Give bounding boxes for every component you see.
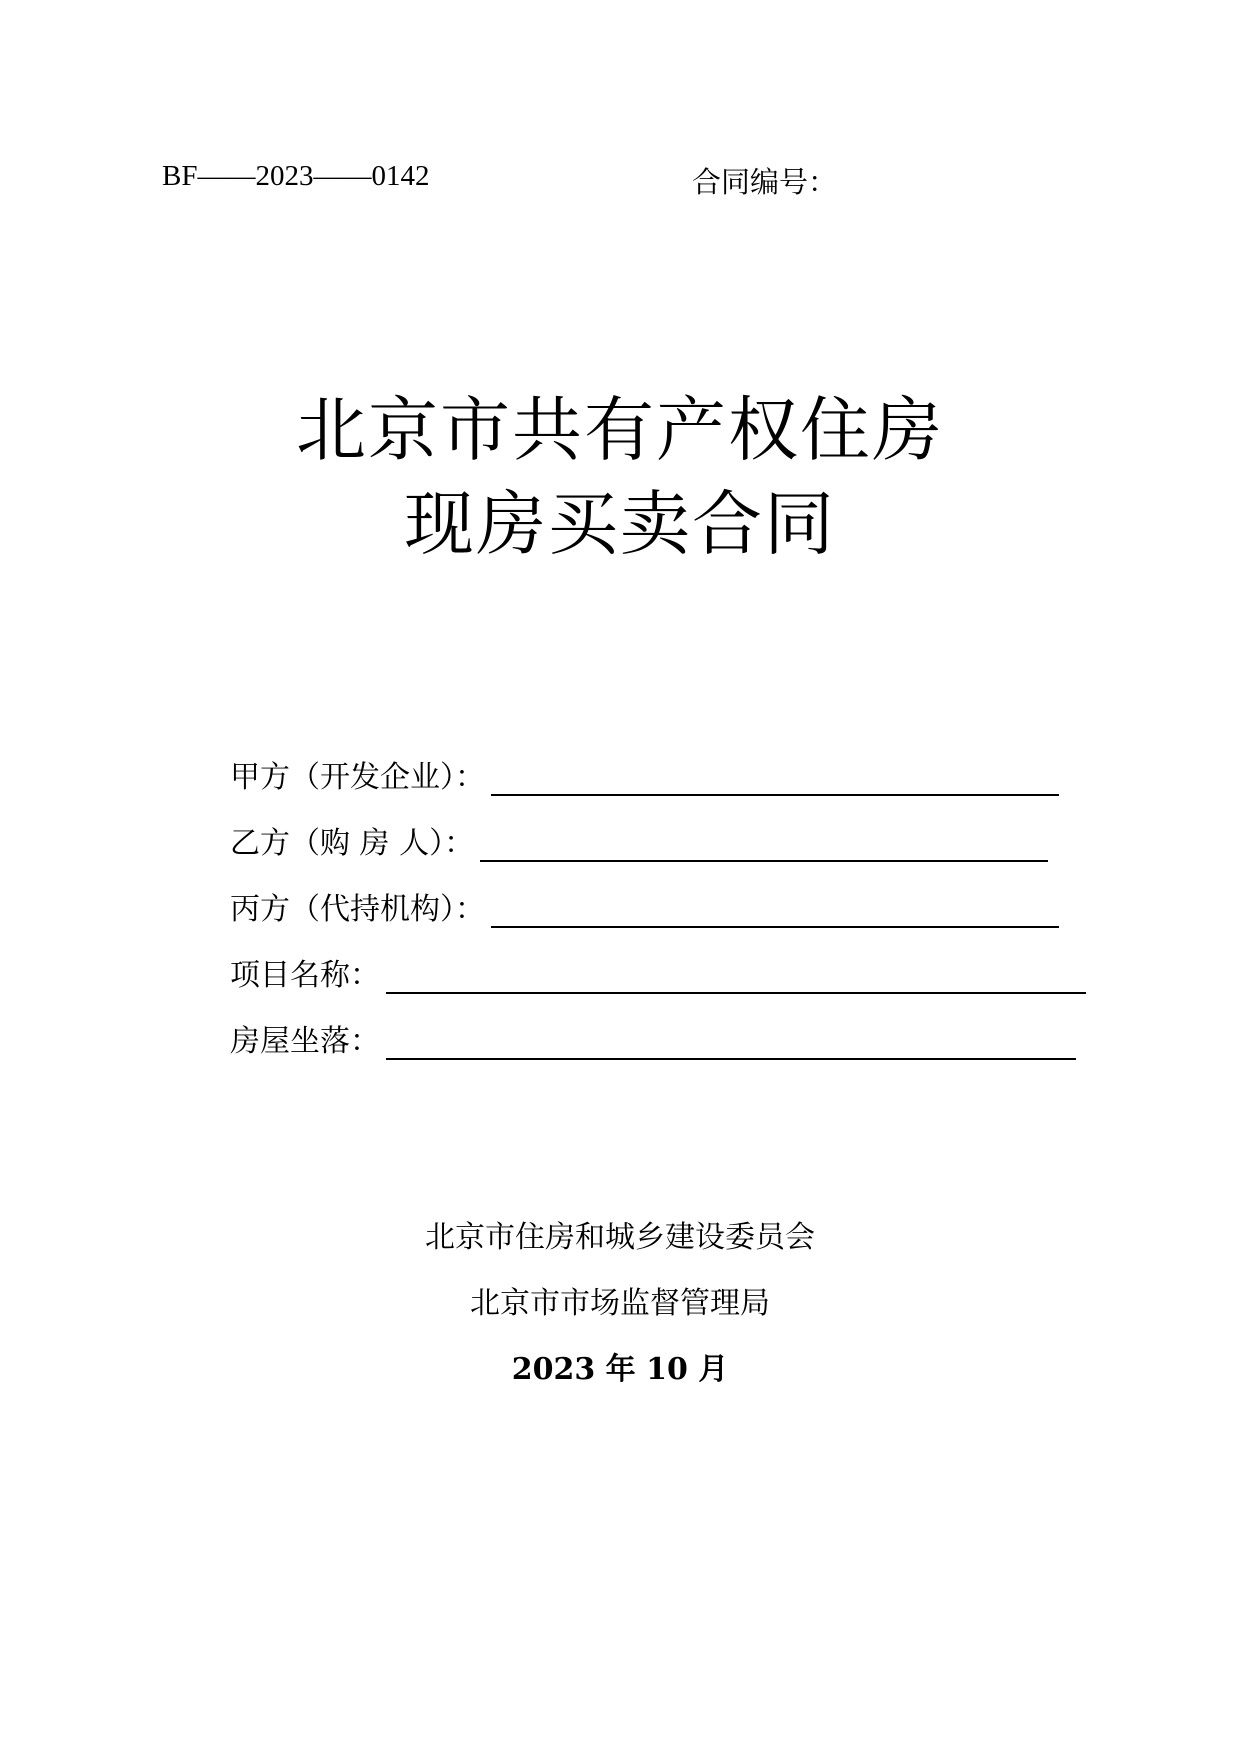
party-c-blank[interactable] (491, 890, 1059, 928)
issuer-market-regulation: 北京市市场监督管理局 (470, 1286, 770, 1321)
contract-number-label: 合同编号： (692, 165, 838, 199)
document-title-line-1: 北京市共有产权住房 (296, 389, 944, 471)
project-name-field (230, 950, 1086, 996)
party-b-field (230, 818, 1048, 864)
issue-date: 2023 年 10 月 (511, 1352, 729, 1387)
party-c-field (230, 884, 1059, 930)
party-b-label: 乙方（购 房 人）： (230, 826, 475, 861)
party-a-blank[interactable] (491, 758, 1059, 796)
party-c-label: 丙方（代持机构）： (230, 892, 485, 927)
property-location-blank[interactable] (386, 1022, 1076, 1060)
party-b-blank[interactable] (480, 824, 1048, 862)
project-name-blank[interactable] (386, 956, 1086, 994)
property-location-field (230, 1016, 1076, 1062)
document-title-line-2: 现房买卖合同 (404, 483, 836, 565)
issuer-housing-commission: 北京市住房和城乡建设委员会 (425, 1220, 815, 1255)
template-code: BF——2023——0142 (162, 160, 430, 192)
property-location-label: 房屋坐落： (230, 1024, 380, 1059)
project-name-label: 项目名称： (230, 958, 380, 993)
party-a-label: 甲方（开发企业）： (230, 760, 485, 795)
party-a-field (230, 752, 1059, 798)
